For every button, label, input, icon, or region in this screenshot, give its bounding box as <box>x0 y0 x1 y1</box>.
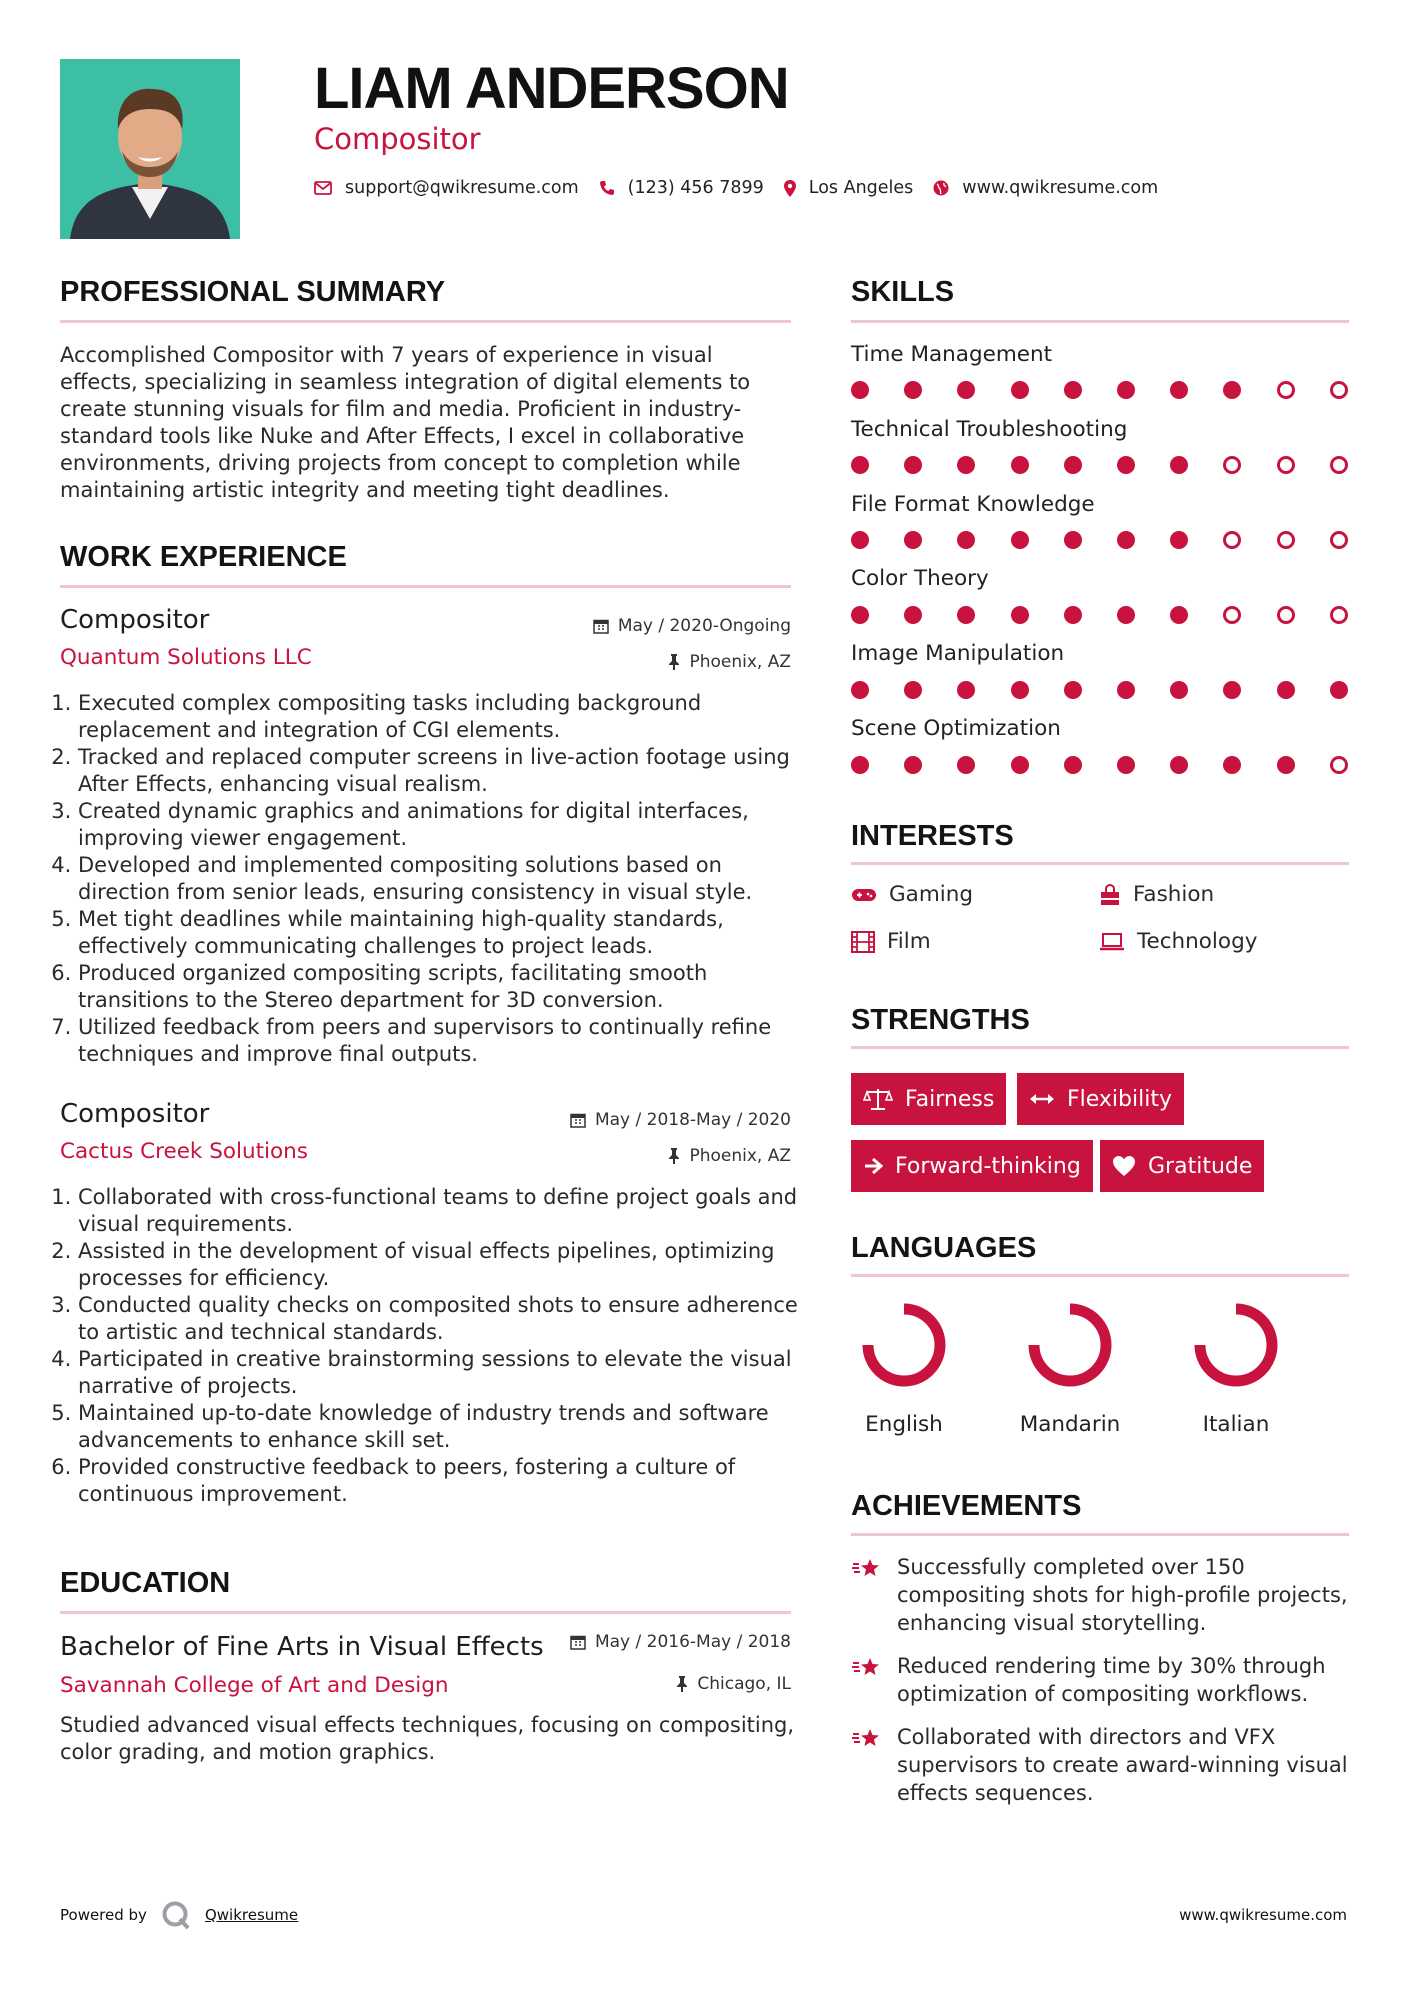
skill-dot-empty <box>1330 456 1348 474</box>
achievement-text: Successfully completed over 150 compositing shots for high-profile projects, enhancing visual storytelling. <box>897 1555 1348 1635</box>
heart-icon <box>1112 1155 1136 1177</box>
phone-text: (123) 456 7899 <box>627 178 764 198</box>
skill-dot-filled <box>1117 606 1135 624</box>
job-bullets <box>60 690 818 1068</box>
strengths-divider <box>851 1046 1349 1049</box>
email-text: support@qwikresume.com <box>345 178 579 198</box>
education-description: Studied advanced visual effects techniques, focusing on compositing, color grading, and motion graphics. <box>60 1713 795 1764</box>
footer-website[interactable]: www.qwikresume.com <box>1179 1906 1347 1924</box>
skill-dot-empty <box>1223 456 1241 474</box>
skill-dot-filled <box>904 381 922 399</box>
skill-dot-filled <box>904 531 922 549</box>
languages-heading: LANGUAGES <box>851 1232 1037 1264</box>
job-title: Compositor <box>60 1099 210 1129</box>
achievement-item <box>851 1553 1351 1637</box>
list-item: 5. Maintained up-to-date knowledge of industry trends and software advancements to enhance skill set. <box>78 1400 818 1454</box>
skill-name: Image Manipulation <box>851 641 1065 666</box>
strength-tag <box>1017 1073 1184 1125</box>
achievements-divider <box>851 1533 1349 1536</box>
achievement-item <box>851 1652 1351 1708</box>
skill-dot-empty <box>1223 531 1241 549</box>
pushpin-icon <box>668 654 680 670</box>
skill-dot-filled <box>1223 756 1241 774</box>
summary-divider <box>60 320 791 323</box>
skill-dot-filled <box>851 606 869 624</box>
skill-dot-filled <box>851 531 869 549</box>
candidate-title: Compositor <box>314 122 481 156</box>
contact-website[interactable] <box>933 178 1158 198</box>
list-item: 4. Participated in creative brainstorming sessions to elevate the visual narrative of projects. <box>78 1346 818 1400</box>
skill-dot-filled <box>851 456 869 474</box>
education-divider <box>60 1611 791 1614</box>
skill-dot-empty <box>1277 381 1295 399</box>
interest-item <box>1099 882 1214 907</box>
list-item: 1. Collaborated with cross-functional teams to define project goals and visual requirements. <box>78 1184 818 1238</box>
interest-item <box>1099 929 1257 954</box>
skill-dot-filled <box>1011 756 1029 774</box>
summary-heading: PROFESSIONAL SUMMARY <box>60 276 446 308</box>
skill-name: Technical Troubleshooting <box>851 417 1128 442</box>
interest-label: Film <box>887 929 931 954</box>
skill-dot-filled <box>1170 456 1188 474</box>
scale-icon <box>863 1087 893 1111</box>
powered-by-text: Powered by <box>60 1906 147 1924</box>
achievements-heading: ACHIEVEMENTS <box>851 1490 1082 1522</box>
language-proficiency-ring <box>1191 1300 1281 1390</box>
skill-dot-filled <box>851 756 869 774</box>
skill-dot-filled <box>1170 756 1188 774</box>
interest-item <box>851 882 973 907</box>
skill-dot-filled <box>1117 531 1135 549</box>
skill-dot-filled <box>904 681 922 699</box>
skill-dot-filled <box>1170 381 1188 399</box>
job-location-text: Phoenix, AZ <box>689 1146 791 1166</box>
achievement-text: Collaborated with directors and VFX supervisors to create award-winning visual effects sequences. <box>897 1725 1348 1805</box>
strengths-heading: STRENGTHS <box>851 1004 1030 1036</box>
language-name: English <box>865 1412 943 1437</box>
skill-dot-filled <box>851 681 869 699</box>
skill-rating <box>851 456 1348 478</box>
skill-dot-filled <box>1064 681 1082 699</box>
arrow-right-icon <box>863 1157 883 1175</box>
achievement-item <box>851 1723 1351 1807</box>
skill-rating <box>851 681 1348 703</box>
skill-dot-filled <box>1064 381 1082 399</box>
skill-dot-filled <box>1223 681 1241 699</box>
degree-title: Bachelor of Fine Arts in Visual Effects <box>60 1632 544 1662</box>
skill-dot-filled <box>1064 756 1082 774</box>
phone-icon <box>599 180 615 196</box>
profile-photo <box>60 59 240 239</box>
skill-name: Scene Optimization <box>851 716 1061 741</box>
skill-dot-filled <box>957 381 975 399</box>
skill-dot-empty <box>1277 531 1295 549</box>
shopping-bag-icon <box>1099 884 1121 906</box>
job-company: Quantum Solutions LLC <box>60 645 312 670</box>
job-dates <box>593 616 791 636</box>
language-proficiency-ring <box>1025 1300 1115 1390</box>
list-item: 5. Met tight deadlines while maintaining high-quality standards, effectively communicating challenges to project leads. <box>78 906 818 960</box>
skill-dot-filled <box>904 606 922 624</box>
summary-text: Accomplished Compositor with 7 years of experience in visual effects, specializing in seamless integration of digital elements to create stunning visuals for film and media. Proficient in industry-standard tools like Nuke and After Effects, I excel in collaborative environments, driving projects from concept to completion while maintaining artistic integrity and meeting tight deadlines. <box>60 343 751 502</box>
skill-dot-empty <box>1330 381 1348 399</box>
education-dates <box>570 1632 791 1652</box>
skill-dot-empty <box>1277 606 1295 624</box>
job-dates-text: May / 2018-May / 2020 <box>594 1110 791 1130</box>
laptop-icon <box>1099 933 1125 951</box>
skill-dot-filled <box>1117 756 1135 774</box>
map-pin-icon <box>784 180 796 197</box>
shooting-star-icon <box>851 1725 883 1753</box>
strength-tag <box>1100 1140 1264 1192</box>
experience-heading: WORK EXPERIENCE <box>60 541 347 573</box>
calendar-icon <box>570 1112 586 1128</box>
list-item: 6. Produced organized compositing scripts, facilitating smooth transitions to the Stereo department for 3D conversion. <box>78 960 818 1014</box>
list-item: 6. Provided constructive feedback to peers, fostering a culture of continuous improvement. <box>78 1454 818 1508</box>
website-text: www.qwikresume.com <box>962 178 1159 198</box>
skill-dot-filled <box>1117 681 1135 699</box>
experience-divider <box>60 585 791 588</box>
skill-dot-filled <box>1330 681 1348 699</box>
skill-name: Color Theory <box>851 566 989 591</box>
skill-dot-filled <box>957 531 975 549</box>
skill-dot-filled <box>1170 531 1188 549</box>
strength-label: Gratitude <box>1148 1153 1253 1179</box>
skill-dot-filled <box>1011 456 1029 474</box>
skill-name: Time Management <box>851 342 1053 367</box>
envelope-icon <box>314 181 332 195</box>
language-name: Mandarin <box>1019 1412 1121 1437</box>
job-location <box>668 1146 791 1166</box>
education-dates-text: May / 2016-May / 2018 <box>594 1632 791 1652</box>
skill-dot-filled <box>1011 606 1029 624</box>
contact-location <box>784 178 914 198</box>
skill-dot-filled <box>957 456 975 474</box>
footer-powered-by <box>60 1900 298 1930</box>
skill-dot-filled <box>904 756 922 774</box>
job-dates <box>570 1110 791 1130</box>
shooting-star-icon <box>851 1555 883 1583</box>
skill-dot-filled <box>1170 606 1188 624</box>
list-item: 4. Developed and implemented compositing solutions based on direction from senior leads, ensuring consistency in visual style. <box>78 852 818 906</box>
skill-dot-empty <box>1277 456 1295 474</box>
skill-dot-filled <box>904 456 922 474</box>
job-location-text: Phoenix, AZ <box>689 652 791 672</box>
skill-dot-filled <box>1117 456 1135 474</box>
gamepad-icon <box>851 887 877 903</box>
strength-tag <box>851 1140 1093 1192</box>
location-text: Los Angeles <box>808 178 914 198</box>
skill-dot-filled <box>957 681 975 699</box>
pushpin-icon <box>676 1676 688 1692</box>
skill-dot-filled <box>851 381 869 399</box>
education-location <box>676 1674 791 1694</box>
candidate-name: LIAM ANDERSON <box>314 56 789 121</box>
education-location-text: Chicago, IL <box>697 1674 791 1694</box>
list-item: 3. Created dynamic graphics and animations for digital interfaces, improving viewer engagement. <box>78 798 818 852</box>
list-item: 2. Tracked and replaced computer screens in live-action footage using After Effects, enhancing visual realism. <box>78 744 818 798</box>
strength-label: Fairness <box>905 1086 995 1112</box>
language-proficiency-ring <box>859 1300 949 1390</box>
skill-dot-filled <box>1011 381 1029 399</box>
education-heading: EDUCATION <box>60 1567 231 1599</box>
skill-dot-empty <box>1223 606 1241 624</box>
skill-dot-empty <box>1330 606 1348 624</box>
list-item: 1. Executed complex compositing tasks including background replacement and integration of CGI elements. <box>78 690 818 744</box>
list-item: 7. Utilized feedback from peers and supervisors to continually refine techniques and improve final outputs. <box>78 1014 818 1068</box>
skill-name: File Format Knowledge <box>851 492 1095 517</box>
skill-dot-filled <box>1064 531 1082 549</box>
skill-dot-filled <box>1277 681 1295 699</box>
pushpin-icon <box>668 1148 680 1164</box>
job-dates-text: May / 2020-Ongoing <box>617 616 791 636</box>
interest-label: Gaming <box>889 882 974 907</box>
skill-dot-filled <box>1277 756 1295 774</box>
language-name: Italian <box>1202 1412 1270 1437</box>
arrows-horizontal-icon <box>1029 1092 1055 1106</box>
interests-divider <box>851 862 1349 865</box>
shooting-star-icon <box>851 1654 883 1682</box>
skill-rating <box>851 606 1348 628</box>
qwikresume-logo-icon <box>161 1900 191 1930</box>
skills-heading: SKILLS <box>851 276 955 308</box>
skill-rating <box>851 531 1348 553</box>
skill-dot-filled <box>1117 381 1135 399</box>
skill-dot-filled <box>957 756 975 774</box>
contact-phone[interactable] <box>599 178 764 198</box>
school-name: Savannah College of Art and Design <box>60 1673 449 1698</box>
job-company: Cactus Creek Solutions <box>60 1139 309 1164</box>
language-item <box>1171 1300 1301 1437</box>
interest-label: Technology <box>1137 929 1258 954</box>
achievement-text: Reduced rendering time by 30% through optimization of compositing workflows. <box>897 1654 1326 1706</box>
skill-rating <box>851 381 1348 403</box>
calendar-icon <box>593 618 609 634</box>
job-location <box>668 652 791 672</box>
skill-dot-filled <box>1223 381 1241 399</box>
list-item: 3. Conducted quality checks on composited shots to ensure adherence to artistic and technical standards. <box>78 1292 818 1346</box>
skill-dot-filled <box>957 606 975 624</box>
contact-email[interactable] <box>314 178 579 198</box>
skill-dot-filled <box>1011 681 1029 699</box>
interest-label: Fashion <box>1133 882 1215 907</box>
interest-item <box>851 929 931 954</box>
language-item <box>839 1300 969 1437</box>
contact-bar <box>314 178 1178 198</box>
skill-dot-filled <box>1064 456 1082 474</box>
skill-rating <box>851 756 1348 778</box>
strength-label: Forward-thinking <box>895 1153 1081 1179</box>
skill-dot-filled <box>1011 531 1029 549</box>
strength-tag <box>851 1073 1006 1125</box>
job-title: Compositor <box>60 605 210 635</box>
strength-label: Flexibility <box>1067 1086 1172 1112</box>
skill-dot-filled <box>1170 681 1188 699</box>
interests-heading: INTERESTS <box>851 820 1014 852</box>
skill-dot-empty <box>1330 531 1348 549</box>
skill-dot-empty <box>1330 756 1348 774</box>
language-item <box>1005 1300 1135 1437</box>
languages-divider <box>851 1274 1349 1277</box>
skill-dot-filled <box>1064 606 1082 624</box>
globe-icon <box>933 180 949 196</box>
skills-divider <box>851 320 1349 323</box>
calendar-icon <box>570 1634 586 1650</box>
film-icon <box>851 931 875 953</box>
list-item: 2. Assisted in the development of visual effects pipelines, optimizing processes for efficiency. <box>78 1238 818 1292</box>
footer-brand-link[interactable]: Qwikresume <box>204 1906 299 1924</box>
job-bullets <box>60 1184 818 1508</box>
